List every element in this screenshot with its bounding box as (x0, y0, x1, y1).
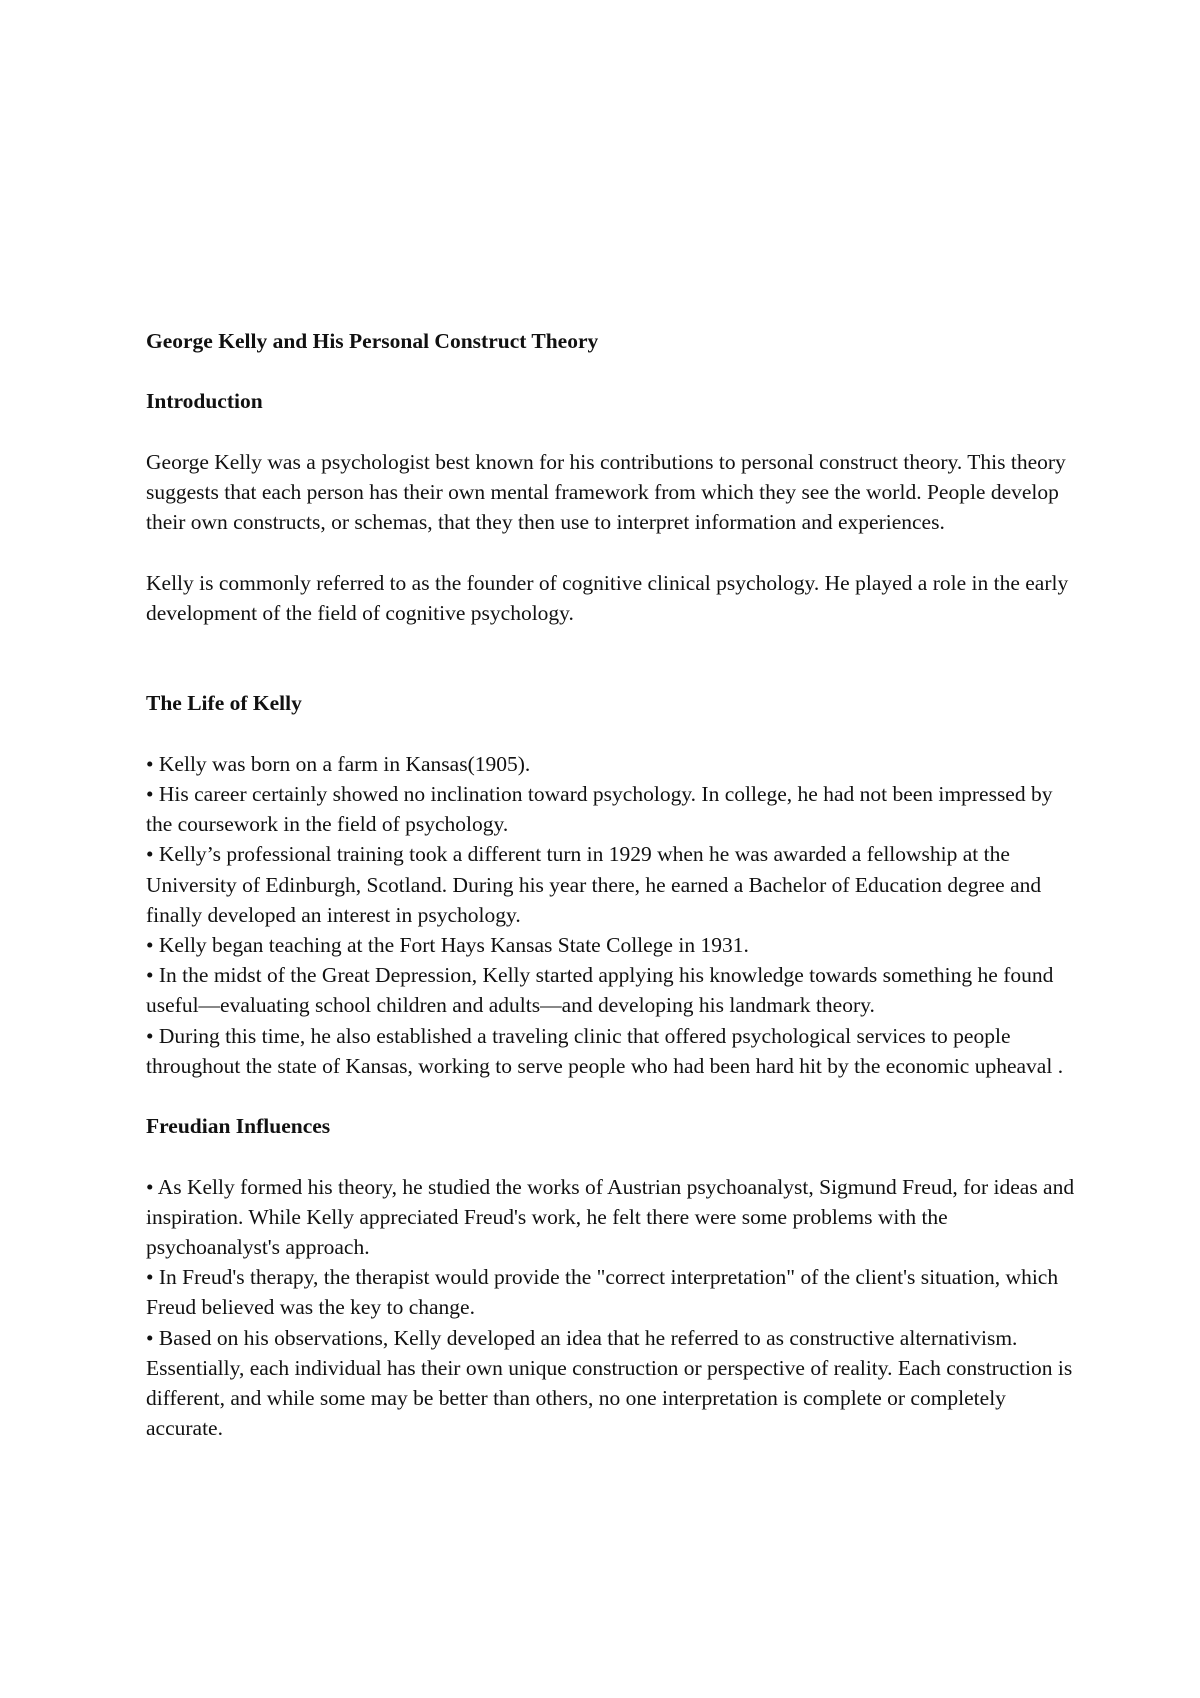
heading-introduction: Introduction (146, 389, 263, 414)
freudian-bullet-3: • Based on his observations, Kelly developed an idea that he referred to as constructive alternativism. Essentially, each individual has their own unique construction or perspective of reality. Each construction is different, and while some may be better than others, no one interpretation is complete or completely accurate. (146, 1325, 1073, 1441)
spacer (146, 628, 1076, 688)
spacer (146, 1141, 1076, 1171)
life-bullet-4: • Kelly began teaching at the Fort Hays Kansas State College in 1931. (146, 932, 749, 957)
intro-paragraph-2: Kelly is commonly referred to as the founder of cognitive clinical psychology. He played a role in the early development of the field of cognitive psychology. (146, 570, 1069, 625)
spacer (146, 537, 1076, 567)
life-bullet-2: • His career certainly showed no inclination toward psychology. In college, he had not been impressed by the coursework in the field of psychology. (146, 781, 1053, 837)
spacer (146, 719, 1076, 749)
life-bullet-5: • In the midst of the Great Depression, Kelly started applying his knowledge towards something he found useful—evaluating school children and adults—and developing his landmark theory. (146, 963, 1054, 1018)
spacer (146, 356, 1076, 386)
heading-life-of-kelly: The Life of Kelly (146, 691, 302, 716)
life-bullet-3: • Kelly’s professional training took a different turn in 1929 when he was awarded a fellowship at the University of Edinburgh, Scotland. During his year there, he earned a Bachelor of Education degree and finally developed an interest in psychology. (146, 842, 1042, 927)
document-page (146, 326, 1076, 1443)
heading-freudian-influences: Freudian Influences (146, 1114, 331, 1139)
spacer (146, 1081, 1076, 1111)
freudian-bullet-2: • In Freud's therapy, the therapist would provide the "correct interpretation" of the client's situation, which Freud believed was the key to change. (146, 1265, 1059, 1320)
spacer (146, 417, 1076, 447)
life-bullet-6: • During this time, he also established a traveling clinic that offered psychological services to people throughout the state of Kansas, working to serve people who had been hard hit by the economic upheaval . (146, 1023, 1064, 1078)
intro-paragraph-1: George Kelly was a psychologist best known for his contributions to personal construct theory. This theory suggests that each person has their own mental framework from which they see the world. People develop their own constructs, or schemas, that they then use to interpret information and experiences. (146, 449, 1066, 535)
document-title: George Kelly and His Personal Construct Theory (146, 329, 599, 353)
freudian-bullet-1: • As Kelly formed his theory, he studied the works of Austrian psychoanalyst, Sigmund Freud, for ideas and inspiration. While Kelly appreciated Freud's work, he felt there were some problems with the psychoanalyst's approach. (146, 1174, 1075, 1259)
life-bullet-1: • Kelly was born on a farm in Kansas(1905). (146, 751, 531, 776)
